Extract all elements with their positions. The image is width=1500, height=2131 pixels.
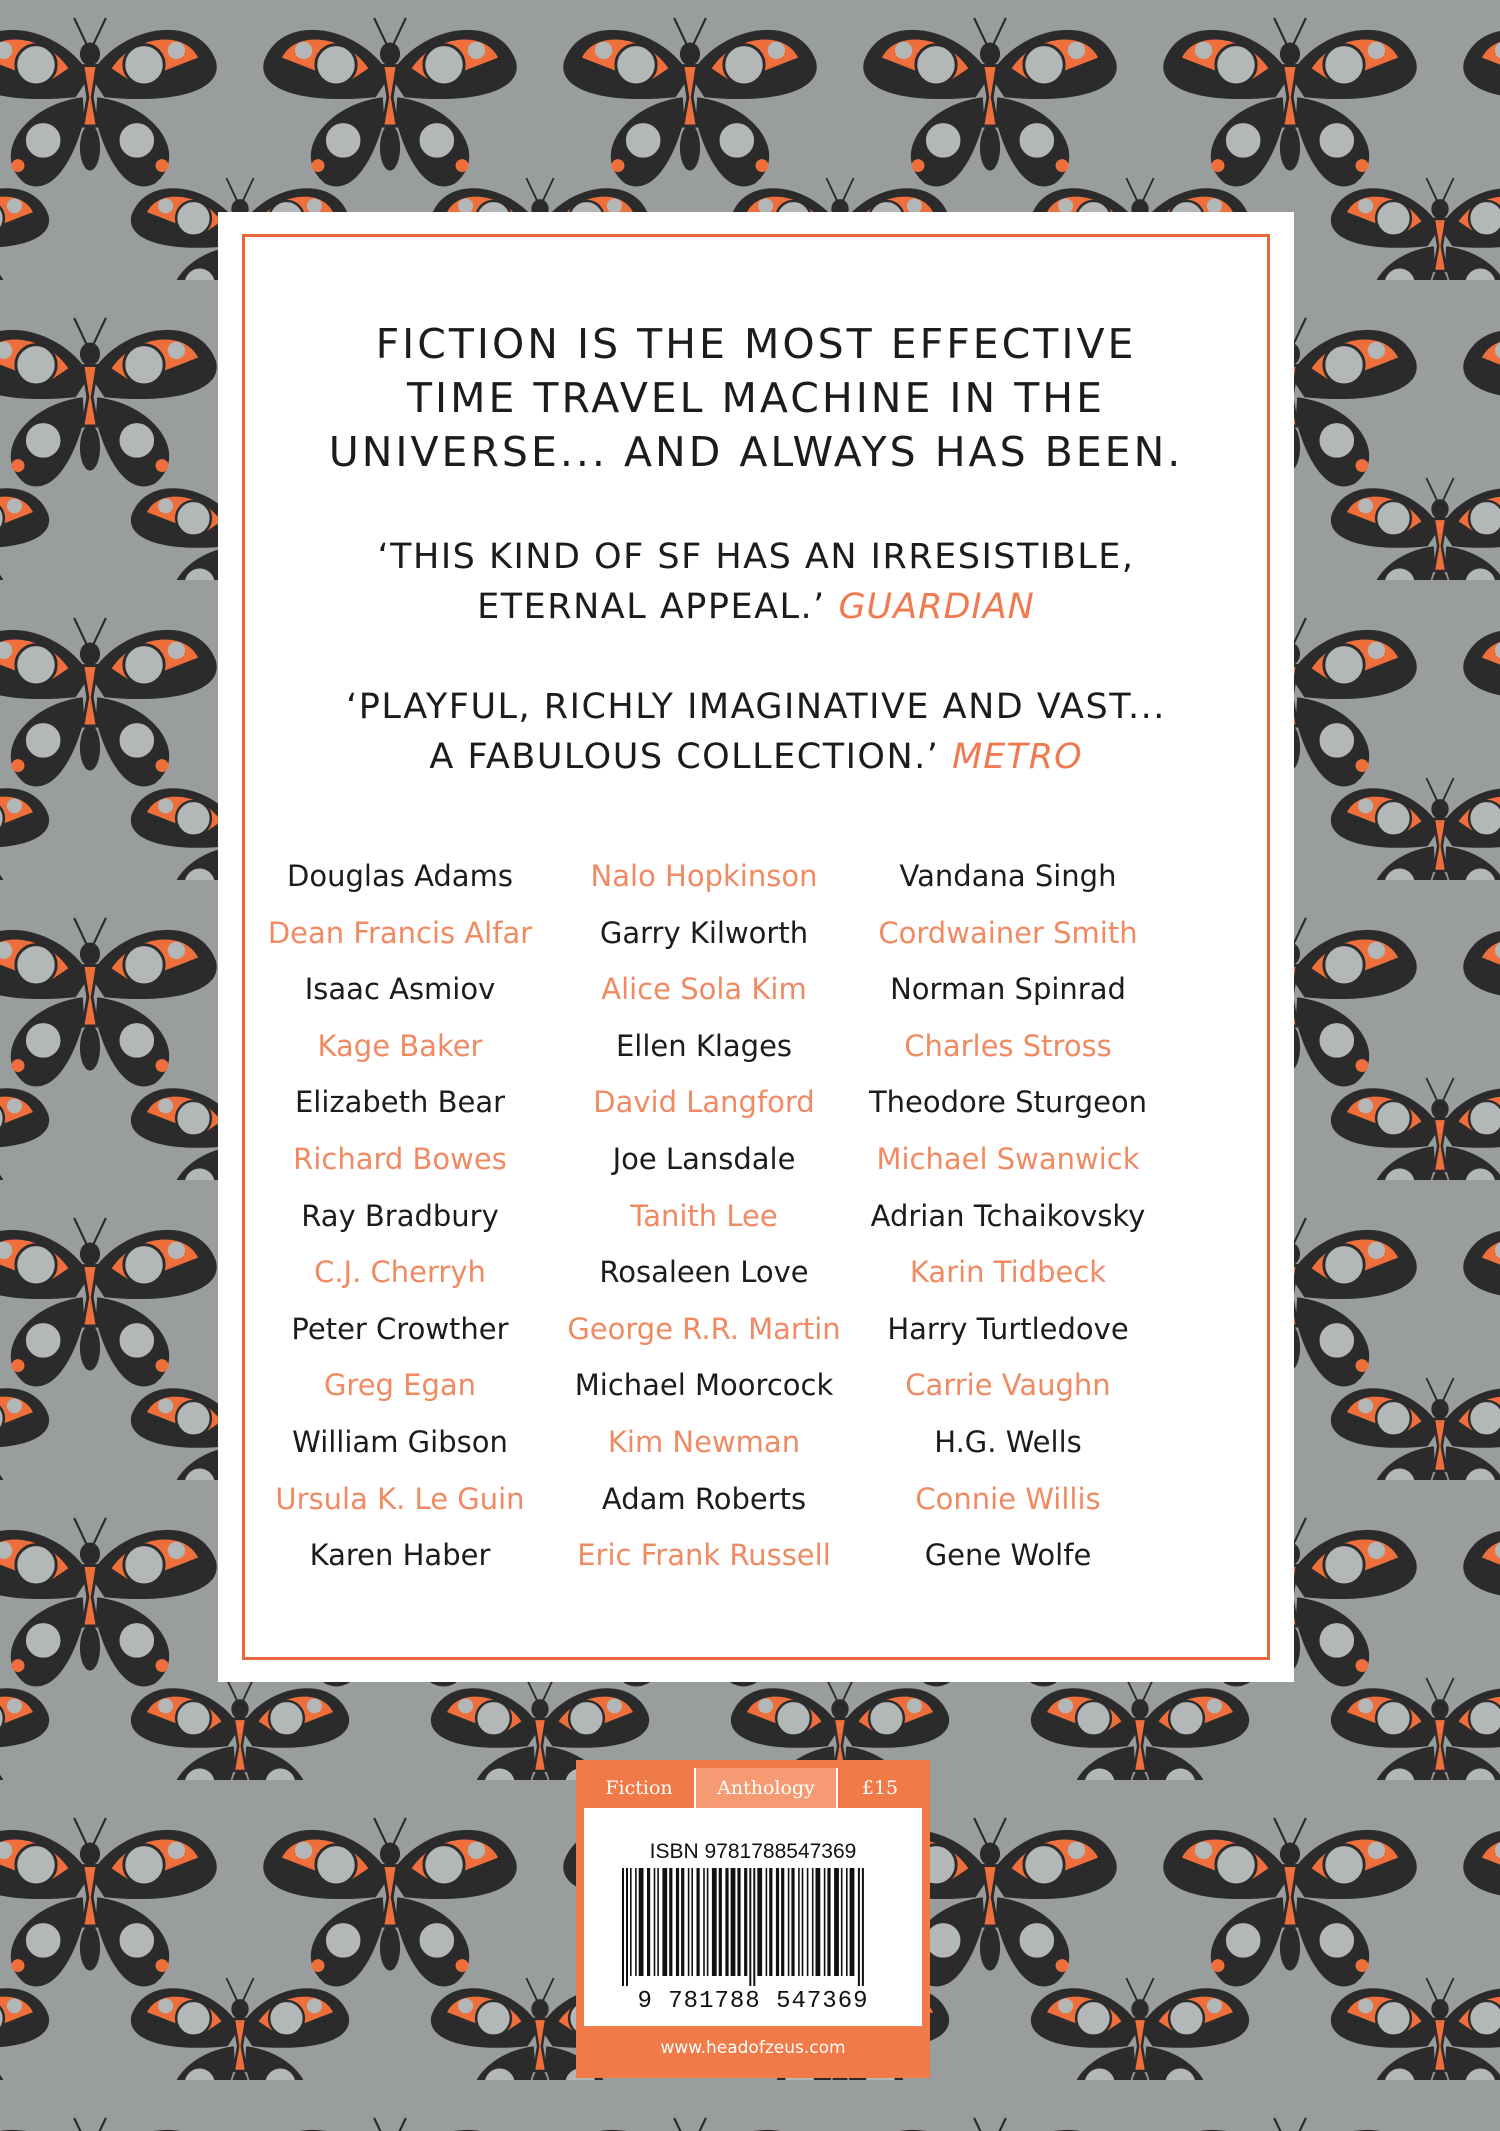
author-name: Dean Francis Alfar [267,915,533,950]
barcode-bar [834,1868,839,1976]
barcode-bar [688,1868,690,1976]
quote-text: A FABULOUS COLLECTION.’ [429,737,940,777]
author-name: Nalo Hopkinson [590,859,818,893]
author-name: Greg Egan [323,1368,477,1403]
barcode-bar [776,1868,779,1976]
barcode-bar [802,1868,804,1976]
author-name: C.J. Cherryh [314,1255,486,1290]
barcode-bar [749,1868,751,1986]
barcode-bar [731,1868,736,1976]
tag-price: £15 [861,1777,899,1799]
barcode-bar [816,1868,821,1976]
barcode-bar [657,1868,659,1976]
barcode-bar [691,1868,693,1976]
author-name: Charles Stross [904,1028,1112,1063]
publisher-url: www.headofzeus.com [584,2026,922,2070]
blurb-panel [218,212,1294,1682]
quote-line [218,732,1294,782]
author-name: Rosaleen Love [599,1255,809,1290]
author-name: Norman Spinrad [890,972,1126,1007]
author-column-2 [552,848,856,1584]
barcode-bar [862,1868,864,1986]
quote-line: ‘THIS KIND OF SF HAS AN IRRESISTIBLE, [377,537,1135,577]
barcode-bar [824,1868,826,1976]
author-name: Alice Sola Kim [601,972,807,1007]
author-name: Connie Willis [915,1481,1101,1516]
author-name: Kim Newman [607,1424,801,1459]
barcode-bar [757,1868,762,1976]
barcode-bar [846,1868,848,1976]
review-quote-guardian [218,532,1294,632]
author-name: Michael Swanwick [876,1141,1140,1176]
barcode-icon [622,1868,884,1986]
barcode-bar [788,1868,790,1976]
quote-line: ‘PLAYFUL, RICHLY IMAGINATIVE AND VAST... [346,687,1166,727]
barcode-bar [850,1868,855,1976]
author-name: Karin Tidbeck [909,1255,1107,1290]
barcode-bar [654,1868,656,1976]
headline [218,317,1294,479]
barcode-bar [712,1868,717,1976]
barcode-bar [791,1868,794,1976]
author-name: Carrie Vaughn [905,1368,1111,1403]
barcode-digits: 9 781788 547369 [637,1988,869,2015]
quote-source: GUARDIAN [838,587,1035,627]
author-name: Cordwainer Smith [878,915,1138,950]
author-name: Eric Frank Russell [577,1538,831,1573]
quote-line [218,582,1294,632]
barcode-bar [676,1868,679,1976]
author-column-3 [856,848,1160,1584]
barcode-bar [769,1868,772,1976]
quote-text: ETERNAL APPEAL.’ [477,587,826,627]
barcode-bar [841,1868,843,1976]
barcode-bar [630,1868,632,1976]
headline-line: UNIVERSE... AND ALWAYS HAS BEEN. [328,428,1184,476]
barcode-bar [697,1868,700,1976]
author-name: George R.R. Martin [567,1311,841,1346]
barcode-bar [635,1868,637,1976]
headline-line: TIME TRAVEL MACHINE IN THE [406,374,1105,422]
barcode-bar [707,1868,709,1976]
quote-source: METRO [952,737,1083,777]
author-column-1 [248,848,552,1584]
barcode-bar [807,1868,809,1976]
author-name: Peter Crowther [291,1311,509,1346]
author-list [248,848,1160,1584]
author-name: Theodore Sturgeon [868,1085,1148,1120]
barcode-bar [647,1868,650,1976]
author-name: Ray Bradbury [301,1198,499,1233]
barcode-bar [827,1868,830,1976]
author-name: Ellen Klages [615,1028,793,1063]
author-name: Michael Moorcock [574,1368,834,1403]
author-name: Ursula K. Le Guin [275,1481,525,1516]
category-tags [584,1768,922,1808]
barcode-bar [766,1868,768,1976]
barcode-bar [812,1868,814,1976]
author-name: Richard Bowes [293,1141,507,1176]
barcode-bar [858,1868,860,1986]
barcode-bar [737,1868,740,1976]
tag-genre: Fiction [605,1777,673,1799]
barcode-bar [798,1868,800,1976]
author-name: Elizabeth Bear [294,1085,506,1120]
author-name: Joe Lansdale [612,1141,796,1176]
author-name: Vandana Singh [899,859,1117,893]
barcode-bar [681,1868,684,1976]
author-name: William Gibson [292,1424,508,1459]
barcode-bar [725,1868,728,1976]
barcode-bar [781,1868,784,1976]
barcode-bar [744,1868,747,1976]
barcode-bar [703,1868,705,1976]
barcode-bar [719,1868,722,1976]
review-quote-metro [218,682,1294,782]
barcode-bar [669,1868,672,1976]
isbn-label: ISBN 9781788547369 [649,1840,857,1863]
author-name: Gene Wolfe [924,1538,1092,1573]
barcode-bar [626,1868,628,1986]
headline-line: FICTION IS THE MOST EFFECTIVE [375,320,1137,368]
barcode-bar [639,1868,644,1976]
author-name: Garry Kilworth [599,915,809,950]
barcode-bar [622,1868,624,1986]
barcode-bar [753,1868,755,1986]
author-name: Adam Roberts [601,1481,807,1516]
author-name: Tanith Lee [630,1198,778,1233]
author-name: Karen Haber [309,1538,491,1573]
tag-type: Anthology [694,1768,838,1808]
author-name: Harry Turtledove [887,1311,1129,1346]
author-name: Kage Baker [317,1028,483,1063]
author-name: Adrian Tchaikovsky [870,1198,1146,1233]
author-name: H.G. Wells [934,1424,1082,1459]
author-name: Douglas Adams [287,859,513,893]
barcode-bar [662,1868,667,1976]
barcode-label [576,1760,930,2078]
author-name: David Langford [593,1085,815,1120]
author-name: Isaac Asmiov [304,972,496,1007]
